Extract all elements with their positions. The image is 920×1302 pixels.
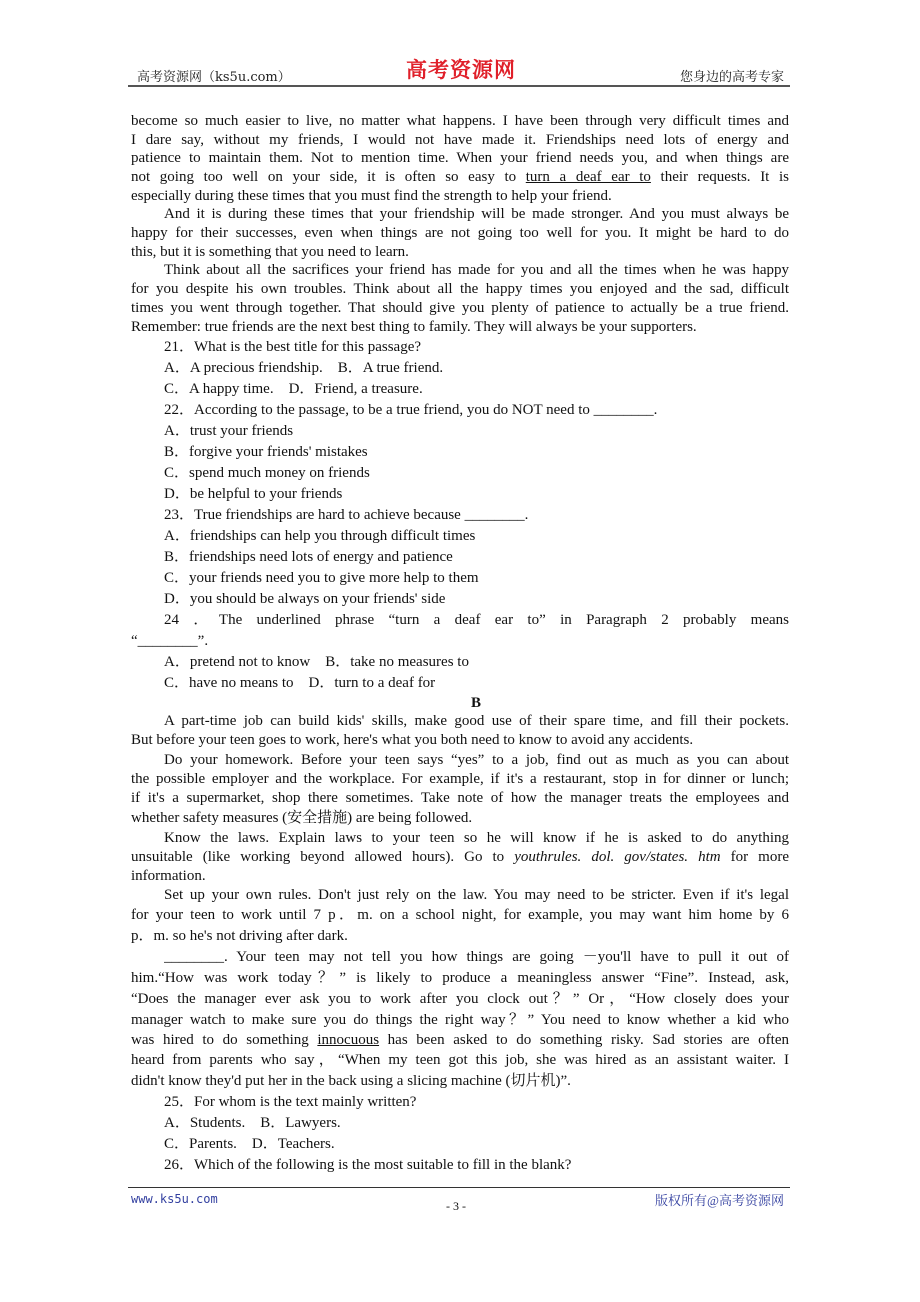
header-site-name: 高考资源网（ks5u.com） bbox=[137, 70, 291, 85]
text-line: C．A happy time. D．Friend, a treasure. bbox=[164, 381, 423, 397]
text-line: ________. Your teen may not tell you how things are going －you'll have to pull it out of bbox=[164, 949, 789, 965]
text-span: for more bbox=[720, 849, 789, 865]
text-line: “Does the manager ever ask you to work after you clock out？” Or，“How closely does your bbox=[131, 991, 789, 1007]
text-span: their requests. It is bbox=[650, 169, 789, 185]
text-line: A．Students. B．Lawyers. bbox=[164, 1115, 341, 1131]
text-line: 24 ．The underlined phrase “turn a deaf ear to” in Paragraph 2 probably means bbox=[164, 612, 789, 628]
text-line: But before your teen goes to work, here's what you both need to know to avoid any accidents. bbox=[131, 732, 694, 748]
text-span: not going too well on your side, it is often so easy to bbox=[131, 169, 526, 185]
footer-url[interactable]: www.ks5u.com bbox=[131, 1192, 218, 1206]
text-line: C．spend much money on friends bbox=[164, 465, 370, 481]
section-heading: B bbox=[470, 695, 481, 711]
text-line: C．have no means to D．turn to a deaf for bbox=[164, 675, 436, 691]
text-line: C．Parents. D．Teachers. bbox=[164, 1136, 335, 1152]
text-line: manager watch to make sure you do things the right way？” You need to know whether a kid who bbox=[131, 1012, 789, 1028]
text-line: 22．According to the passage, to be a true friend, you do NOT need to ________. bbox=[164, 402, 658, 418]
underlined-phrase: innocuous bbox=[317, 1032, 380, 1048]
text-line: A．friendships can help you through difficult times bbox=[164, 528, 476, 544]
text-line: “________”. bbox=[131, 633, 209, 649]
text-line: D．you should be always on your friends' side bbox=[164, 591, 446, 607]
text-line: Know the laws. Explain laws to your teen so he will know if he is asked to do anything bbox=[164, 830, 789, 846]
text-line: for your teen to work until 7 p．m. on a school night, for example, you may want him home by 6 bbox=[131, 907, 789, 923]
underlined-phrase: turn a deaf ear to bbox=[525, 169, 651, 185]
header-divider bbox=[128, 85, 790, 87]
text-line: for you despite his own troubles. Think about all the happy times you enjoyed and the sad, difficult bbox=[131, 281, 789, 297]
text-line: 21．What is the best title for this passage? bbox=[164, 339, 422, 355]
text-line: patience to maintain them. Not to mention time. When your friend needs you, and when things are bbox=[131, 150, 789, 166]
text-line: A．A precious friendship. B．A true friend. bbox=[164, 360, 444, 376]
text-line: this, but it is something that you need to learn. bbox=[131, 244, 409, 260]
text-line: And it is during these times that your friendship will be made stronger. And you must always be bbox=[164, 206, 789, 222]
text-line: Do your homework. Before your teen says “yes” to a job, find out as much as you can about bbox=[164, 752, 789, 768]
text-line: heard from parents who say，“When my teen got this job, she was hired as an assistant waiter. I bbox=[131, 1052, 789, 1068]
text-line: 23．True friendships are hard to achieve because ________. bbox=[164, 507, 529, 523]
header-slogan: 您身边的高考专家 bbox=[679, 70, 784, 85]
text-line: 26．Which of the following is the most suitable to fill in the blank? bbox=[164, 1157, 572, 1173]
footer-divider bbox=[128, 1187, 790, 1188]
text-line: Set up your own rules. Don't just rely on the law. You may need to be stricter. Even if it's legal bbox=[164, 887, 789, 903]
text-line: A．trust your friends bbox=[164, 423, 294, 439]
url-text: youthrules. dol. gov/states. htm bbox=[514, 849, 721, 865]
text-line: A part-time job can build kids' skills, make good use of their spare time, and fill their pockets. bbox=[164, 713, 789, 729]
text-line: D．be helpful to your friends bbox=[164, 486, 343, 502]
text-span: has been asked to do something risky. Sad stories are often bbox=[379, 1032, 789, 1048]
footer-copyright: 版权所有@高考资源网 bbox=[655, 1193, 784, 1208]
text-line bbox=[131, 847, 789, 867]
text-line: didn't know they'd put her in the back using a slicing machine (切片机)”. bbox=[131, 1073, 571, 1089]
text-line: p．m. so he's not driving after dark. bbox=[131, 928, 348, 944]
text-line: Think about all the sacrifices your friend has made for you and all the times when he was happy bbox=[164, 262, 789, 278]
text-line bbox=[131, 1030, 789, 1050]
text-line bbox=[131, 167, 789, 187]
text-line: 25．For whom is the text mainly written? bbox=[164, 1094, 417, 1110]
text-line: if it's a supermarket, shop there sometimes. Take note of how the manager treats the employees and bbox=[131, 790, 789, 806]
text-line: become so much easier to live, no matter what happens. I have been through very difficult times and bbox=[131, 113, 789, 129]
text-line: happy for their successes, even when things are not going too well for you. It might be hard to do bbox=[131, 225, 789, 241]
text-line: whether safety measures (安全措施) are being followed. bbox=[131, 810, 473, 826]
text-line: B．forgive your friends' mistakes bbox=[164, 444, 368, 460]
text-span: unsuitable (like working beyond allowed hours). Go to bbox=[131, 849, 515, 865]
text-line: times you went through together. That should give you plenty of patience to actually be a true friend. bbox=[131, 300, 789, 316]
page-number: - 3 - bbox=[446, 1199, 466, 1213]
text-line: the possible employer and the workplace. For example, if it's a restaurant, stop in for dinner or lunch; bbox=[131, 771, 789, 787]
text-span: was hired to do something bbox=[131, 1032, 318, 1048]
text-line: B．friendships need lots of energy and patience bbox=[164, 549, 453, 565]
text-line: I dare say, without my friends, I would not have made it. Friendships need lots of energy and bbox=[131, 132, 789, 148]
text-line: A．pretend not to know B．take no measures to bbox=[164, 654, 469, 670]
text-line: C．your friends need you to give more help to them bbox=[164, 570, 479, 586]
text-line: especially during these times that you must find the strength to help your friend. bbox=[131, 188, 612, 204]
header-logo: 高考资源网 bbox=[406, 57, 516, 82]
text-line: information. bbox=[131, 868, 206, 884]
text-line: Remember: true friends are the next best thing to family. They will always be your supporters. bbox=[131, 319, 697, 335]
text-line: him.“How was work today？” is likely to produce a meaningless answer “Fine”. Instead, ask, bbox=[131, 970, 789, 986]
